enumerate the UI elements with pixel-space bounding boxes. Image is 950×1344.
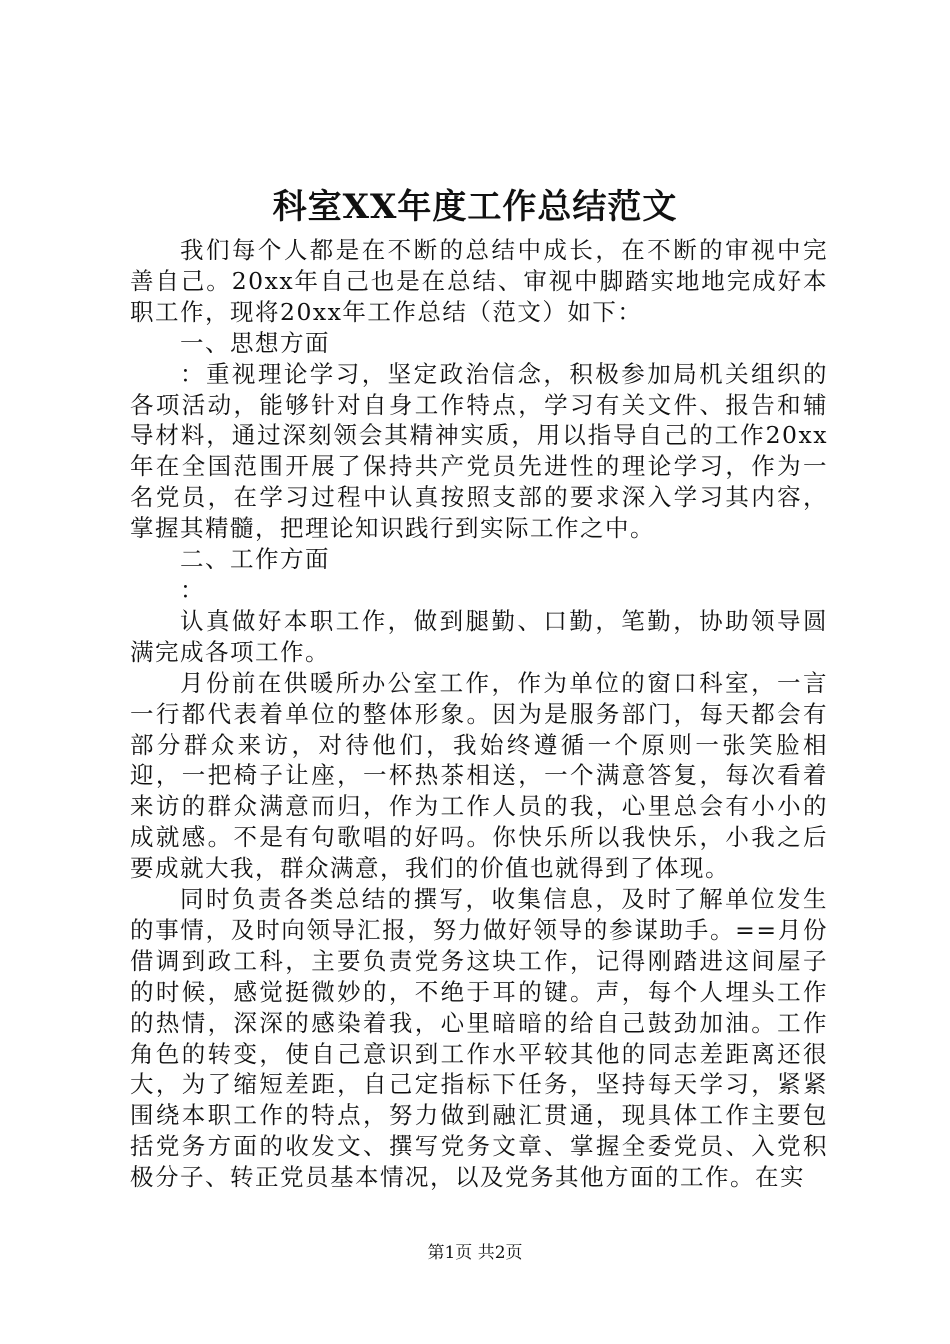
- document-title: 科室XX年度工作总结范文: [272, 187, 678, 227]
- work-colon-line: ：: [180, 575, 205, 604]
- section-heading-work: 二、工作方面: [180, 545, 330, 574]
- work-paragraph-3: 同时负责各类总结的撰写，收集信息，及时了解单位发生的事情，及时向领导汇报，努力做好领导的参谋助手。==月份借调到政工科，主要负责党务这块工作，记得刚踏进这间屋子的时候，感觉挺微妙的，不绝于耳的键。声，每个人埋头工作的热情，深深的感染着我，心里暗暗的给自己鼓劲加油。工作角色的转变，使自己意识到工作水平较其他的同志差距离还很大，为了缩短差距，自己定指标下任务，坚持每天学习，紧紧围绕本职工作的特点，努力做到融汇贯通，现具体工作主要包括党务方面的收发文、撰写党务文章、掌握全委党员、入党积极分子、转正党员基本情况，以及党务其他方面的工作。在实: [130, 885, 828, 1192]
- thought-paragraph: ：重视理论学习，坚定政治信念，积极参加局机关组织的各项活动，能够针对自身工作特点，学习有关文件、报告和辅导材料，通过深刻领会其精神实质，用以指导自己的工作20xx年在全国范围开展了保持共产党员先进性的理论学习，作为一名党员，在学习过程中认真按照支部的要求深入学习其内容，掌握其精髓，把理论知识践行到实际工作之中。: [130, 359, 828, 543]
- work-paragraph-2: 月份前在供暖所办公室工作，作为单位的窗口科室，一言一行都代表着单位的整体形象。因为是服务部门，每天都会有部分群众来访，对待他们，我始终遵循一个原则一张笑脸相迎，一把椅子让座，一杯热茶相送，一个满意答复，每次看着来访的群众满意而归，作为工作人员的我，心里总会有小小的成就感。不是有句歌唱的好吗。你快乐所以我快乐，小我之后要成就大我，群众满意，我们的价值也就得到了体现。: [130, 668, 828, 883]
- section-heading-thought: 一、思想方面: [180, 328, 330, 357]
- page-footer: 第1页 共2页: [427, 1243, 523, 1263]
- intro-paragraph: 我们每个人都是在不断的总结中成长，在不断的审视中完善自己。20xx年自己也是在总结、审视中脚踏实地地完成好本职工作，现将20xx年工作总结（范文）如下：: [130, 236, 828, 326]
- work-paragraph-1: 认真做好本职工作，做到腿勤、口勤，笔勤，协助领导圆满完成各项工作。: [130, 606, 828, 666]
- document-body: [130, 235, 828, 1193]
